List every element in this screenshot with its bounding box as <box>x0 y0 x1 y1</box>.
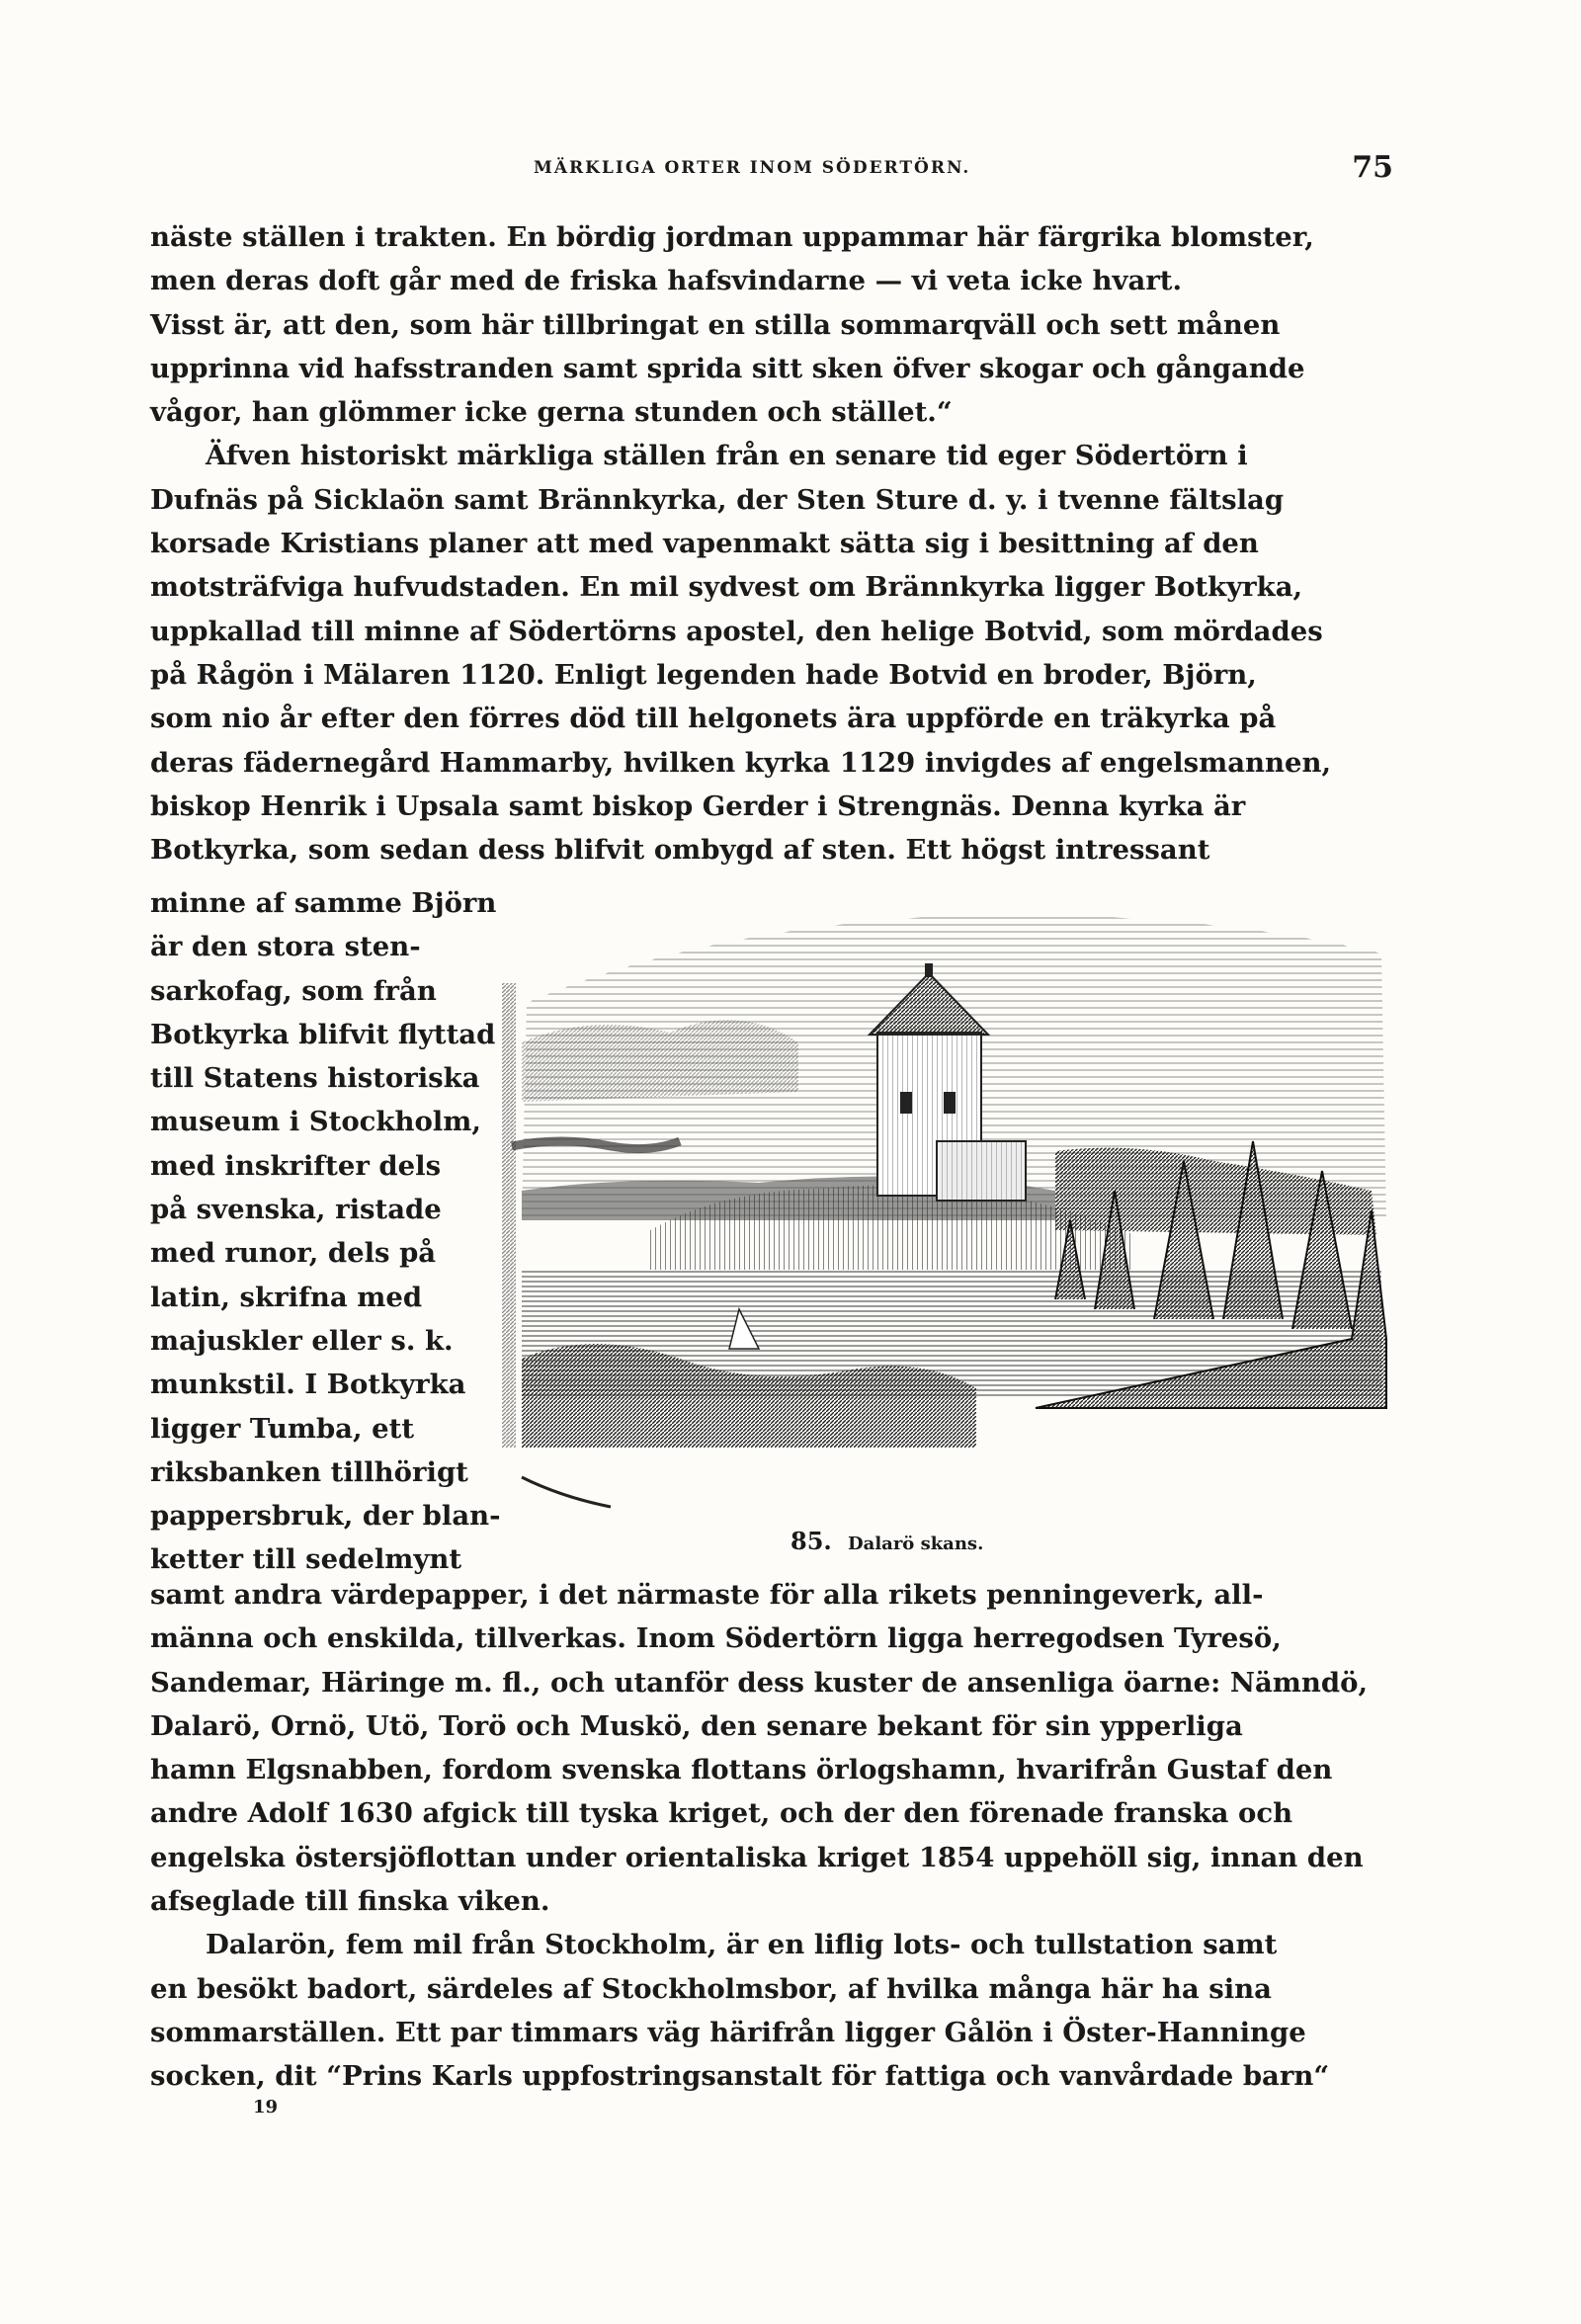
text-line: munkstil. I Botkyrka <box>150 1369 466 1401</box>
text-line: men deras doft går med de friska hafsvindarne — vi veta icke hvart. <box>150 265 1183 297</box>
text-line: Dufnäs på Sicklaön samt Brännkyrka, der Sten Sture d. y. i tvenne fältslag <box>150 483 1285 516</box>
text-line: hamn Elgsnabben, fordom svenska flottans örlogshamn, hvarifrån Gustaf den <box>150 1754 1333 1786</box>
text-line: samt andra värdepapper, i det närmaste för alla rikets penningeverk, all- <box>150 1579 1264 1611</box>
text-line: andre Adolf 1630 afgick till tyska kriget, och der den förenade franska och <box>150 1797 1293 1830</box>
text-line: socken, dit “Prins Karls uppfostringsanstalt för fattiga och vanvårdade barn“ <box>150 2060 1330 2093</box>
text-line: Botkyrka blifvit flyttad <box>150 1018 496 1050</box>
text-line: uppkallad till minne af Södertörns apostel, den helige Botvid, som mördades <box>150 615 1323 647</box>
text-line: afseglade till finska viken. <box>150 1885 550 1918</box>
text-line: deras fädernegård Hammarby, hvilken kyrka 1129 invigdes af engelsmannen, <box>150 746 1332 779</box>
engraving-dalaro-skans <box>502 894 1396 1527</box>
text-line: minne af samme Björn <box>150 887 497 919</box>
text-line: upprinna vid hafsstranden samt sprida sitt sken öfver skogar och gångande <box>150 352 1305 384</box>
running-header <box>158 152 1393 184</box>
text-line: latin, skrifna med <box>150 1281 423 1313</box>
text-line: till Statens historiska <box>150 1062 480 1095</box>
top-text-block <box>150 215 1397 872</box>
text-line: biskop Henrik i Upsala samt biskop Gerder i Strengnäs. Denna kyrka är <box>150 789 1246 822</box>
text-line: riksbanken tillhörigt <box>150 1455 468 1488</box>
bottom-text-block <box>150 1573 1397 2099</box>
text-line: på Rågön i Mälaren 1120. Enligt legenden hade Botvid en broder, Björn, <box>150 658 1257 691</box>
wrapped-text-column <box>150 881 501 1582</box>
figure-caption-text: Dalarö skans. <box>848 1534 984 1554</box>
text-line: pappersbruk, der blan- <box>150 1500 501 1533</box>
text-line: Dalarön, fem mil från Stockholm, är en liflig lots- och tullstation samt <box>206 1929 1278 1961</box>
text-line: sommarställen. Ett par timmars väg härifrån ligger Gålön i Öster-Hanninge <box>150 2016 1306 2048</box>
text-line: engelska östersjöflottan under orientaliska kriget 1854 uppehöll sig, innan den <box>150 1841 1364 1873</box>
figure-number: 85. <box>790 1527 832 1555</box>
text-line: med inskrifter dels <box>150 1149 442 1182</box>
text-line: en besökt badort, särdeles af Stockholmsbor, af hvilka många här ha sina <box>150 1972 1272 2005</box>
running-title: MÄRKLIGA ORTER INOM SÖDERTÖRN. <box>534 158 971 178</box>
page-number: 75 <box>1352 150 1393 185</box>
text-line: Äfven historiskt märkliga ställen från en senare tid eger Södertörn i <box>206 440 1248 472</box>
text-line: museum i Stockholm, <box>150 1106 481 1138</box>
text-line: med runor, dels på <box>150 1237 437 1270</box>
text-line: Dalarö, Ornö, Utö, Torö och Muskö, den senare bekant för sin ypperliga <box>150 1709 1243 1742</box>
text-line: Visst är, att den, som här tillbringat en stilla sommarqväll och sett månen <box>150 308 1281 341</box>
signature-mark: 19 <box>253 2097 279 2117</box>
engraver-mark <box>522 1477 611 1507</box>
clouds <box>522 1020 798 1102</box>
text-line: korsade Kristians planer att med vapenmakt sätta sig i besittning af den <box>150 528 1259 560</box>
text-line: ketter till sedelmynt <box>150 1543 462 1576</box>
text-line: majuskler eller s. k. <box>150 1324 454 1357</box>
figure-caption <box>790 1527 983 1555</box>
text-line: är den stora sten- <box>150 931 421 963</box>
text-line: vågor, han glömmer icke gerna stunden och stället.“ <box>150 396 953 429</box>
text-line: sarkofag, som från <box>150 974 437 1007</box>
text-line: männa och enskilda, tillverkas. Inom Södertörn ligga herregodsen Tyresö, <box>150 1622 1282 1655</box>
text-line: Botkyrka, som sedan dess blifvit ombygd af sten. Ett högst intressant <box>150 834 1210 867</box>
text-line: som nio år efter den förres död till helgonets ära uppförde en träkyrka på <box>150 703 1277 735</box>
text-line: näste ställen i trakten. En bördig jordman uppammar här färgrika blomster, <box>150 221 1314 253</box>
text-line: på svenska, ristade <box>150 1194 442 1226</box>
text-line: motsträfviga hufvudstaden. En mil sydvest om Brännkyrka ligger Botkyrka, <box>150 571 1303 604</box>
text-line: Sandemar, Häringe m. fl., och utanför dess kuster de ansenliga öarne: Nämndö, <box>150 1666 1369 1699</box>
text-line: ligger Tumba, ett <box>150 1412 415 1445</box>
